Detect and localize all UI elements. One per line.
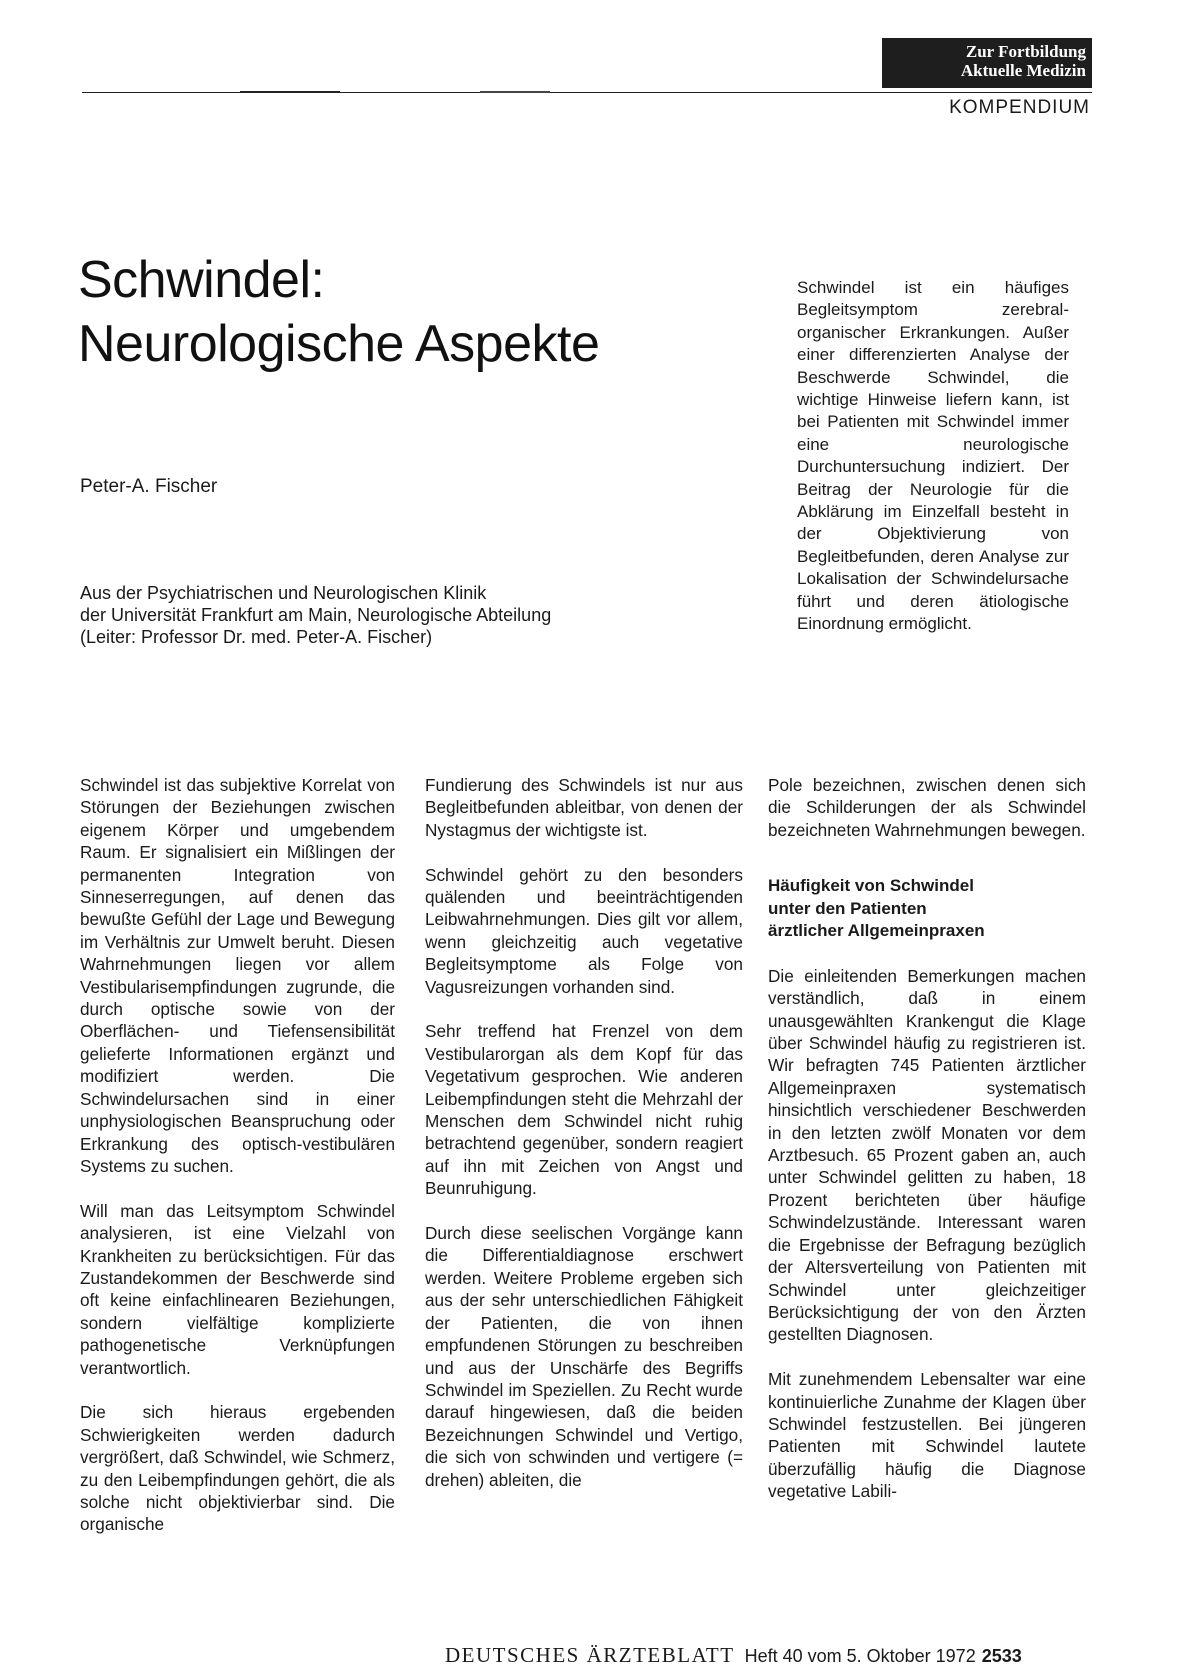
affiliation-line: Aus der Psychiatrischen und Neurologischen Klinik (80, 583, 487, 603)
body-paragraph: Fundierung des Schwindels ist nur aus Begleitbefunden ableitbar, von denen der Nystagmus der wichtigste ist. (425, 775, 743, 840)
section-label: KOMPENDIUM (949, 97, 1090, 118)
body-paragraph: Die sich hieraus ergebenden Schwierigkeiten werden dadurch vergrößert, daß Schwindel, wie Schmerz, zu den Leibempfindungen gehört, die als solche nicht objektivierbar sind. Die organische (80, 1402, 395, 1535)
affiliation-line: (Leiter: Professor Dr. med. Peter-A. Fischer) (80, 627, 433, 647)
heading-line: Häufigkeit von Schwindel (768, 876, 974, 896)
title-line-1: Schwindel: (78, 251, 325, 309)
abstract: Schwindel ist ein häufiges Begleitsymptom zerebral-organischer Erkrankungen. Außer einer differenzierten Analyse der Beschwerde Schwindel, die wichtige Hinweise liefern kann, ist bei Patienten mit Schwindel immer eine neurologische Durchuntersuchung indiziert. Der Beitrag der Neurologie für die Abklärung im Einzelfall besteht in der Objektivierung von Begleitbefunden, deren Analyse zur Lokalisation der Schwindelursache führt und deren ätiologische Einordnung ermöglicht. (797, 278, 1069, 634)
body-paragraph: Durch diese seelischen Vorgänge kann die Differentialdiagnose erschwert werden. Weitere Probleme ergeben sich aus der sehr unterschiedlichen Fähigkeit der Patienten, die von ihnen empfundenen Störungen zu beschreiben und aus der Unschärfe des Begriffs Schwindel im Speziellen. Zu Recht wurde darauf hingewiesen, daß die beiden Bezeichnungen Schwindel und Vertigo, die sich von schwinden und vertigere (= drehen) ableiten, die (425, 1223, 743, 1490)
heading-line: ärztlicher Allgemeinpraxen (768, 921, 985, 941)
page-footer (445, 1643, 1022, 1668)
body-column-2 (425, 774, 743, 1513)
body-paragraph: Mit zunehmendem Lebensalter war eine kontinuierliche Zunahme der Klagen über Schwindel festzustellen. Bei jüngeren Patienten mit Schwindel lautete überzufällig häufig die Diagnose vegetative Labili- (768, 1369, 1086, 1502)
body-paragraph: Schwindel ist das subjektive Korrelat von Störungen der Beziehungen zwischen eigenem Körper und umgebendem Raum. Er signalisiert ein Mißlingen der permanenten Integration von Sinneserregungen, auf denen das bewußte Gefühl der Lage und Bewegung im Verhältnis zur Umwelt beruht. Diesen Wahrnehmungen liegen vor allem Vestibularisempfindungen zugrunde, die durch optische sowie von der Oberflächen- und Tiefensensibilität gelieferte Informationen ergänzt und modifiziert werden. Die Schwindelursachen sind in einer unphysiologischen Beanspruchung oder Erkrankung des optisch-vestibulären Systems zu suchen. (80, 775, 395, 1176)
body-paragraph: Pole bezeichnen, zwischen denen sich die Schilderungen der als Schwindel bezeichneten Wahrnehmungen bewegen. (768, 775, 1086, 840)
body-paragraph: Will man das Leitsymptom Schwindel analysieren, ist eine Vielzahl von Krankheiten zu berücksichtigen. Für das Zustandekommen der Beschwerde sind oft keine einfachlinearen Beziehungen, sondern vielfältige komplizierte pathogenetische Verknüpfungen verantwortlich. (80, 1200, 395, 1378)
body-column-1 (80, 774, 395, 1558)
article-title (78, 248, 599, 376)
body-paragraph: Sehr treffend hat Frenzel von dem Vestibularorgan als dem Kopf für das Vegetativum gesprochen. Wie anderen Leibempfindungen steht die Mehrzahl der Menschen dem Schwindel nicht ruhig betrachtend gegenüber, sondern reagiert auf ihn mit Zeichen von Angst und Beunruhigung. (425, 1021, 743, 1199)
page-number: 2533 (981, 1646, 1022, 1666)
header-rule (82, 92, 1092, 93)
title-line-2: Neurologische Aspekte (78, 315, 600, 373)
header-rule-accent-2 (480, 91, 550, 93)
header-rule-accent (240, 91, 340, 93)
body-column-3 (768, 774, 1086, 1525)
heading-line: unter den Patienten (768, 898, 927, 918)
issue-info: Heft 40 vom 5. Oktober 1972 (744, 1646, 976, 1666)
journal-name: DEUTSCHES ÄRZTEBLATT (445, 1643, 735, 1667)
body-paragraph: Die einleitenden Bemerkungen machen verständlich, daß in einem unausgewählten Krankengut die Klage über Schwindel häufig zu registrieren ist. Wir befragten 745 Patienten ärztlicher Allgemeinpraxen systematisch hinsichtlich verschiedener Beschwerden in den letzten zwölf Monaten vor dem Arztbesuch. 65 Prozent gaben an, auch unter Schwindel gelitten zu haben, 18 Prozent berichteten über häufige Schwindelzustände. Interessant waren die Ergebnisse der Befragung bezüglich der Altersverteilung von Patienten mit Schwindel unter gleichzeitiger Berücksichtigung der von den Ärzten gestellten Diagnosen. (768, 965, 1086, 1345)
badge-line-1: Zur Fortbildung (965, 42, 1086, 61)
section-heading (768, 875, 1086, 942)
body-paragraph: Schwindel gehört zu den besonders quälenden und beeinträchtigenden Leibwahrnehmungen. Dies gilt vor allem, wenn gleichzeitig auch vegetative Begleitsymptome als Folge von Vagusreizungen vorhanden sind. (425, 864, 743, 997)
author-name: Peter-A. Fischer (80, 476, 218, 497)
affiliation-line: der Universität Frankfurt am Main, Neurologische Abteilung (80, 605, 552, 625)
section-badge (882, 38, 1092, 88)
affiliation (80, 582, 551, 648)
badge-line-2: Aktuelle Medizin (960, 61, 1086, 80)
